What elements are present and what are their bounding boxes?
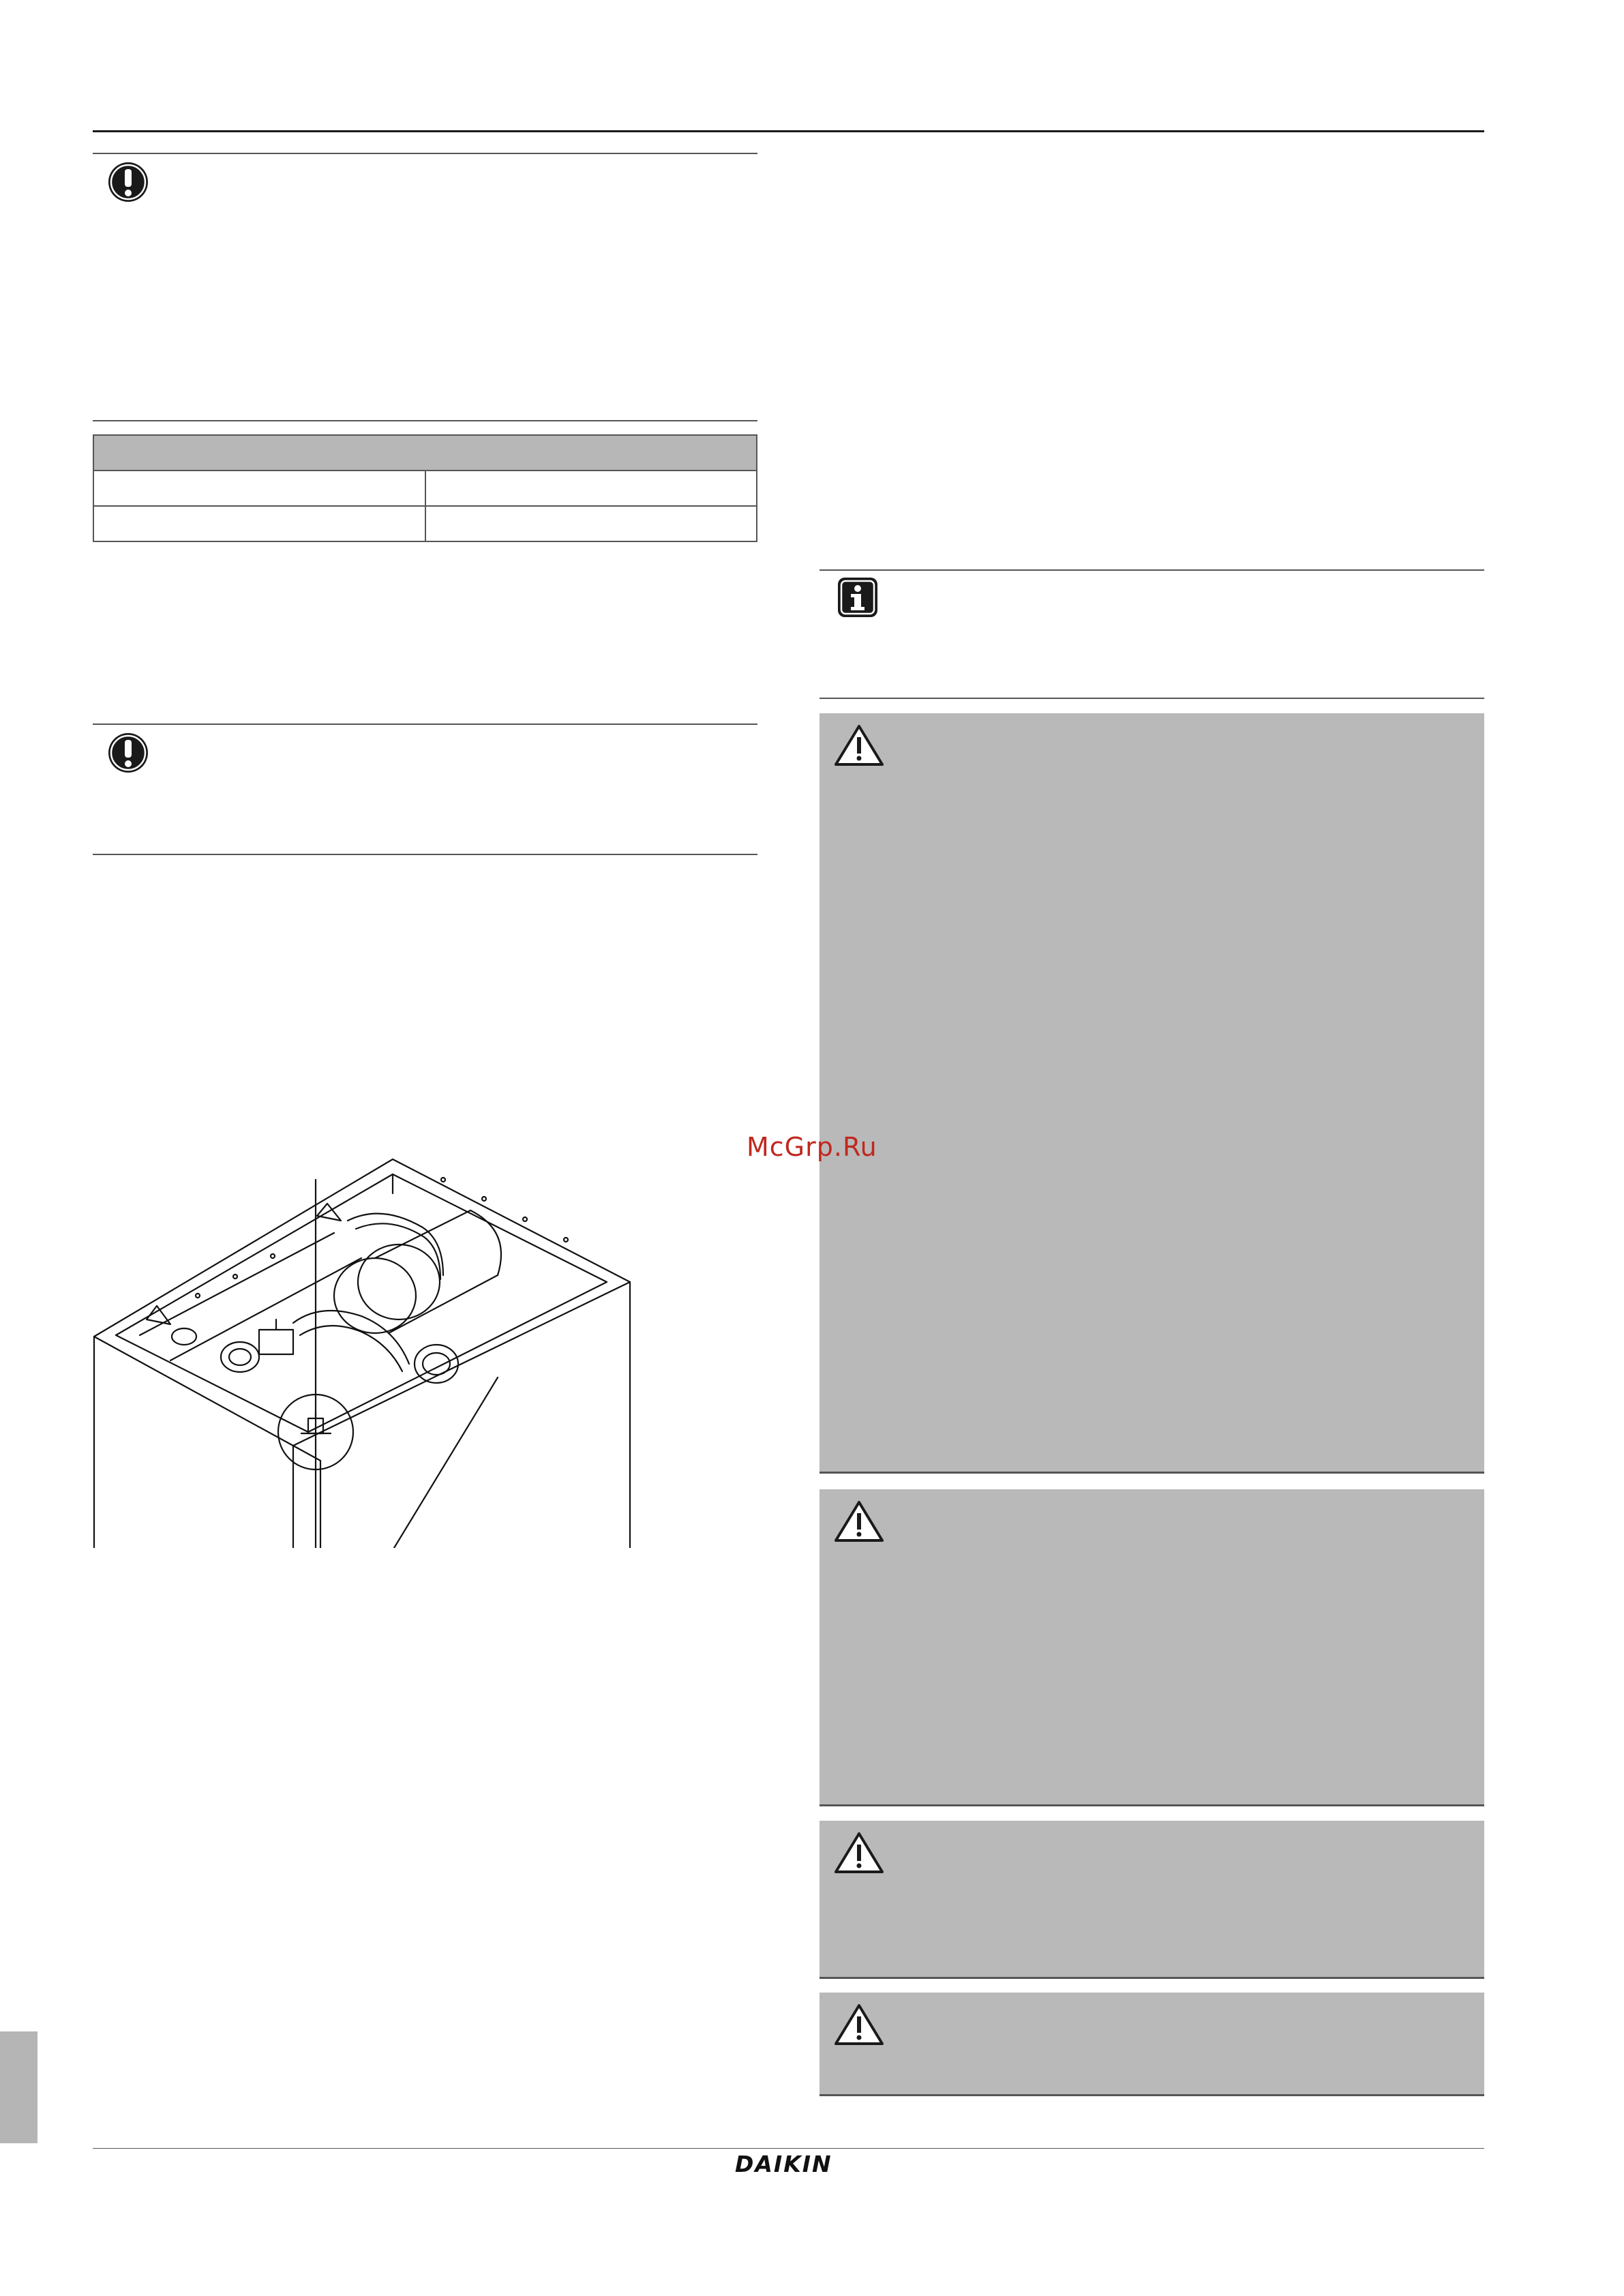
table-cell — [93, 506, 425, 541]
table-row — [93, 506, 757, 541]
side-tab — [0, 2031, 37, 2143]
exclamation-circle-icon — [106, 160, 150, 204]
warning-triangle-icon — [834, 2003, 884, 2046]
warning-panel-rule — [819, 1977, 1484, 1979]
table-header-cell — [93, 435, 757, 471]
footer-rule — [93, 2148, 1484, 2149]
warning-panel-3 — [819, 1821, 1484, 1979]
notice-top-rule-1 — [93, 153, 757, 154]
warning-panel-rule — [819, 2094, 1484, 2096]
header-rule — [93, 130, 1484, 132]
warning-panel-rule — [819, 1804, 1484, 1806]
warning-panel-4 — [819, 1993, 1484, 2096]
watermark: McGrp.Ru — [747, 1132, 877, 1162]
table-cell — [425, 471, 757, 506]
table-row — [93, 471, 757, 506]
table-header-row — [93, 435, 757, 471]
brand-logo: DAIKIN — [735, 2151, 832, 2177]
notice-bottom-rule-1 — [93, 420, 757, 421]
info-top-rule — [819, 569, 1484, 571]
warning-triangle-icon — [834, 1831, 884, 1875]
warning-panel-rule — [819, 1472, 1484, 1474]
table-cell — [93, 471, 425, 506]
info-square-icon — [836, 576, 879, 619]
notice-bottom-rule-2 — [93, 854, 757, 855]
warning-panel-1 — [819, 713, 1484, 1474]
info-bottom-rule — [819, 698, 1484, 699]
notice-top-rule-2 — [93, 724, 757, 725]
spec-table — [93, 434, 757, 542]
warning-triangle-icon — [834, 724, 884, 767]
warning-triangle-icon — [834, 1500, 884, 1543]
table-cell — [425, 506, 757, 541]
unit-illustration — [89, 1152, 634, 1548]
warning-panel-2 — [819, 1489, 1484, 1806]
exclamation-circle-icon — [106, 731, 150, 775]
